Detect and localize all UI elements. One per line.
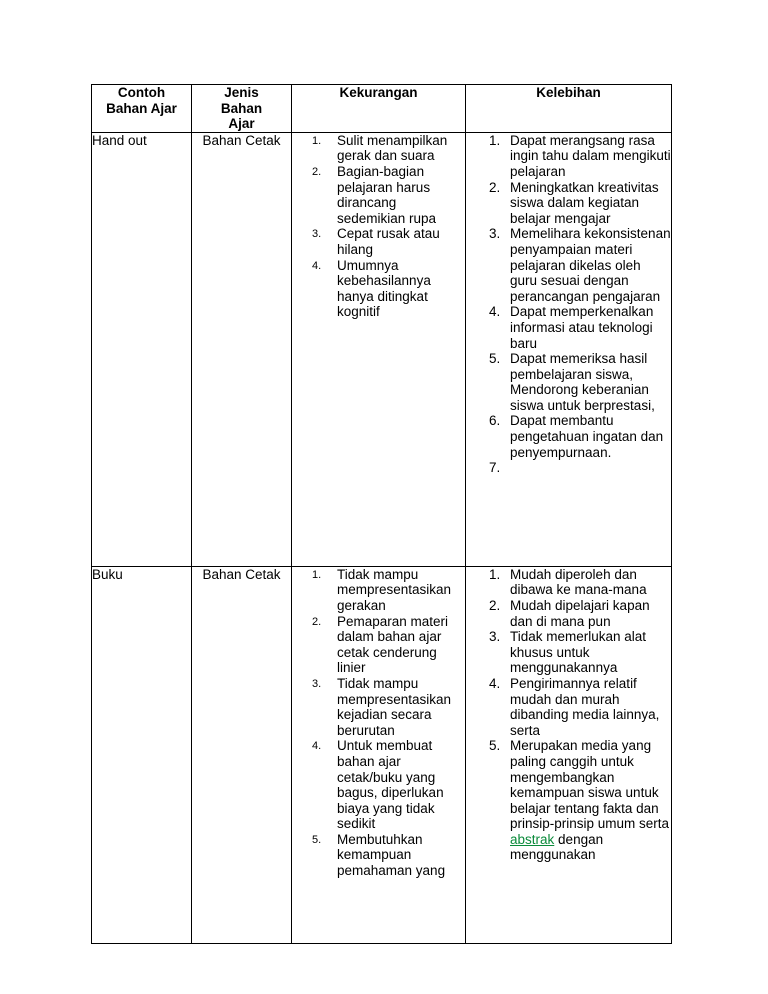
list-number: 1.	[312, 568, 322, 581]
comparison-table	[91, 84, 672, 944]
cell-kelebihan	[466, 132, 672, 566]
list-item-text: Dapat merangsang rasa ingin tahu dalam mengikuti pelajaran	[510, 132, 671, 179]
list-item	[466, 567, 671, 598]
list-item-text: Pemaparan materi dalam bahan ajar cetak cenderung linier	[337, 613, 449, 676]
abstrak-link[interactable]: abstrak	[510, 831, 555, 847]
list-number: 1.	[489, 566, 501, 582]
list-item-text: Untuk membuat bahan ajar cetak/buku yang bagus, diperlukan biaya yang tidak sedikit	[337, 738, 444, 832]
cell-contoh: Hand out	[92, 132, 192, 566]
list-number: 4.	[312, 740, 322, 753]
list-item-text: Mudah dipelajari kapan dan di mana pun	[510, 597, 650, 629]
kekurangan-list	[292, 567, 465, 879]
list-item-text: Memelihara kekonsistenan penyampaian materi pelajaran dikelas oleh guru sesuai dengan perancangan pengajaran	[510, 226, 671, 304]
list-number: 3.	[489, 629, 501, 645]
list-item-text: Merupakan media yang paling canggih untuk mengembangkan kemampuan siswa untuk belajar tentang fakta dan prinsip-prinsip umum serta	[510, 738, 670, 832]
list-number: 3.	[312, 228, 322, 241]
list-number: 2.	[489, 179, 501, 195]
cell-kekurangan	[292, 566, 466, 943]
list-item-text: Tidak memerlukan alat khusus untuk menggunakannya	[510, 629, 647, 676]
list-item	[466, 738, 671, 863]
kelebihan-list	[466, 567, 671, 863]
list-number: 5.	[489, 351, 501, 367]
list-number: 3.	[489, 226, 501, 242]
table-row	[92, 132, 672, 566]
list-item	[466, 351, 671, 413]
cell-jenis: Bahan Cetak	[192, 566, 292, 943]
list-item	[292, 614, 465, 676]
list-number: 4.	[489, 675, 501, 691]
list-item-tail: dengan menggunakan	[510, 831, 604, 863]
header-kelebihan: Kelebihan	[466, 85, 672, 133]
list-number: 1.	[489, 132, 501, 148]
list-item-text: Pengirimannya relatif mudah dan murah dibanding media lainnya, serta	[510, 675, 660, 738]
header-row	[92, 85, 672, 133]
list-item-text: Tidak mampu mempresentasikan gerakan	[337, 566, 452, 613]
list-number: 5.	[489, 738, 501, 754]
list-item	[466, 304, 671, 351]
header-kekurangan: Kekurangan	[292, 85, 466, 133]
cell-jenis: Bahan Cetak	[192, 132, 292, 566]
list-item-text: Tidak mampu mempresentasikan kejadian secara berurutan	[337, 675, 452, 738]
list-number: 4.	[312, 259, 322, 272]
list-item	[292, 832, 465, 879]
list-item	[466, 598, 671, 629]
list-item	[292, 226, 465, 257]
list-item	[466, 629, 671, 676]
list-item-text: Dapat memeriksa hasil pembelajaran siswa, Mendorong keberanian siswa untuk berprestasi,	[510, 351, 655, 413]
list-item	[292, 738, 465, 832]
table-row	[92, 566, 672, 943]
list-item-text: Mudah diperoleh dan dibawa ke mana-mana	[510, 566, 647, 598]
cell-contoh: Buku	[92, 566, 192, 943]
kelebihan-list	[466, 133, 671, 476]
list-item	[466, 180, 671, 227]
header-jenis: Jenis Bahan Ajar	[192, 85, 292, 133]
list-item	[292, 567, 465, 614]
list-item	[292, 258, 465, 320]
list-number: 2.	[312, 615, 322, 628]
list-item-text: Dapat memperkenalkan informasi atau teknologi baru	[510, 304, 654, 351]
list-item-text: Cepat rusak atau hilang	[337, 226, 440, 257]
list-item	[292, 164, 465, 226]
cell-kekurangan	[292, 132, 466, 566]
list-item-text: Membutuhkan kemampuan pemahaman yang	[337, 831, 446, 879]
list-item-text: Meningkatkan kreativitas siswa dalam kegiatan belajar mengajar	[510, 179, 659, 226]
list-number: 7.	[489, 460, 501, 476]
list-item-text: Sulit menampilkan gerak dan suara	[337, 132, 448, 164]
list-item	[292, 133, 465, 164]
list-item	[466, 133, 671, 180]
list-number: 4.	[489, 304, 501, 320]
list-number: 1.	[312, 134, 322, 147]
header-contoh: Contoh Bahan Ajar	[92, 85, 192, 133]
kekurangan-list	[292, 133, 465, 320]
list-item	[466, 460, 671, 476]
list-item-text: Dapat membantu pengetahuan ingatan dan penyempurnaan.	[510, 413, 664, 460]
list-number: 3.	[312, 677, 322, 690]
list-item-text: Bagian-bagian pelajaran harus dirancang sedemikian rupa	[337, 163, 437, 226]
list-number: 2.	[489, 597, 501, 613]
list-number: 5.	[312, 833, 322, 846]
list-item-text: Umumnya kebehasilannya hanya ditingkat kognitif	[337, 257, 431, 320]
list-number: 2.	[312, 165, 322, 178]
list-item	[466, 226, 671, 304]
list-item	[466, 413, 671, 460]
list-item	[466, 676, 671, 738]
list-number: 6.	[489, 413, 501, 429]
cell-kelebihan	[466, 566, 672, 943]
list-item	[292, 676, 465, 738]
